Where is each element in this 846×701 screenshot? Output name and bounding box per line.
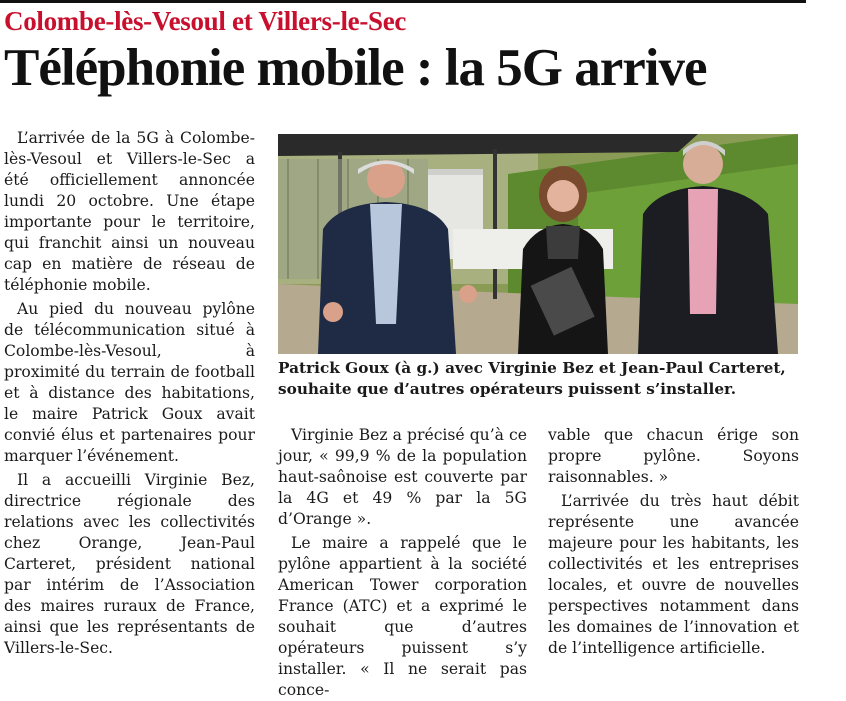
article-photo: [278, 134, 798, 354]
article-column-2: [278, 425, 527, 701]
article-column-1: [4, 128, 255, 659]
article-paragraph: vable que chacun érige son propre pylône. Soyons raisonnables. »: [548, 426, 799, 486]
article-paragraph: Le maire a rappelé que le pylône appartient à la société American Tower corporation France (ATC) et a exprimé le souhait que d’autres opérateurs puissent s’y installer. « Il ne serait pas conce-: [278, 534, 527, 699]
top-rule: [0, 0, 806, 3]
article-paragraph: L’arrivée du très haut débit représente une avancée majeure pour les habitants, les collectivités et les entreprises locales, et ouvre de nouvelles perspectives notamment dans les domaines de l’innovation et de l’intelligence artificielle.: [548, 492, 799, 657]
article-paragraph: Virginie Bez a précisé qu’à ce jour, « 99,9 % de la population haut-saônoise est couverte par la 4G et 49 % par la 5G d’Orange ».: [278, 426, 527, 528]
article-headline: Téléphonie mobile : la 5G arrive: [4, 39, 707, 97]
article-paragraph: L’arrivée de la 5G à Colombe-lès-Vesoul et Villers-le-Sec a été officiellement annoncée lundi 20 octobre. Une étape importante pour le territoire, qui franchit ainsi un nouveau cap en matière de réseau de téléphonie mobile.: [4, 129, 255, 294]
article-column-3: [548, 425, 799, 659]
article-kicker: Colombe-lès-Vesoul et Villers-le-Sec: [4, 6, 407, 36]
article-paragraph: Il a accueilli Virginie Bez, directrice régionale des relations avec les collectivités chez Orange, Jean-Paul Carteret, président national par intérim de l’Association des maires ruraux de France, ainsi que les représentants de Villers-le-Sec.: [4, 471, 255, 657]
article-paragraph: Au pied du nouveau pylône de télécommunication situé à Colombe-lès-Vesoul, à proximité du terrain de football et à distance des habitations, le maire Patrick Goux avait convié élus et partenaires pour marquer l’événement.: [4, 300, 255, 465]
photo-caption: Patrick Goux (à g.) avec Virginie Bez et Jean-Paul Carteret, souhaite que d’autres opérateurs puissent s’installer.: [278, 359, 786, 398]
